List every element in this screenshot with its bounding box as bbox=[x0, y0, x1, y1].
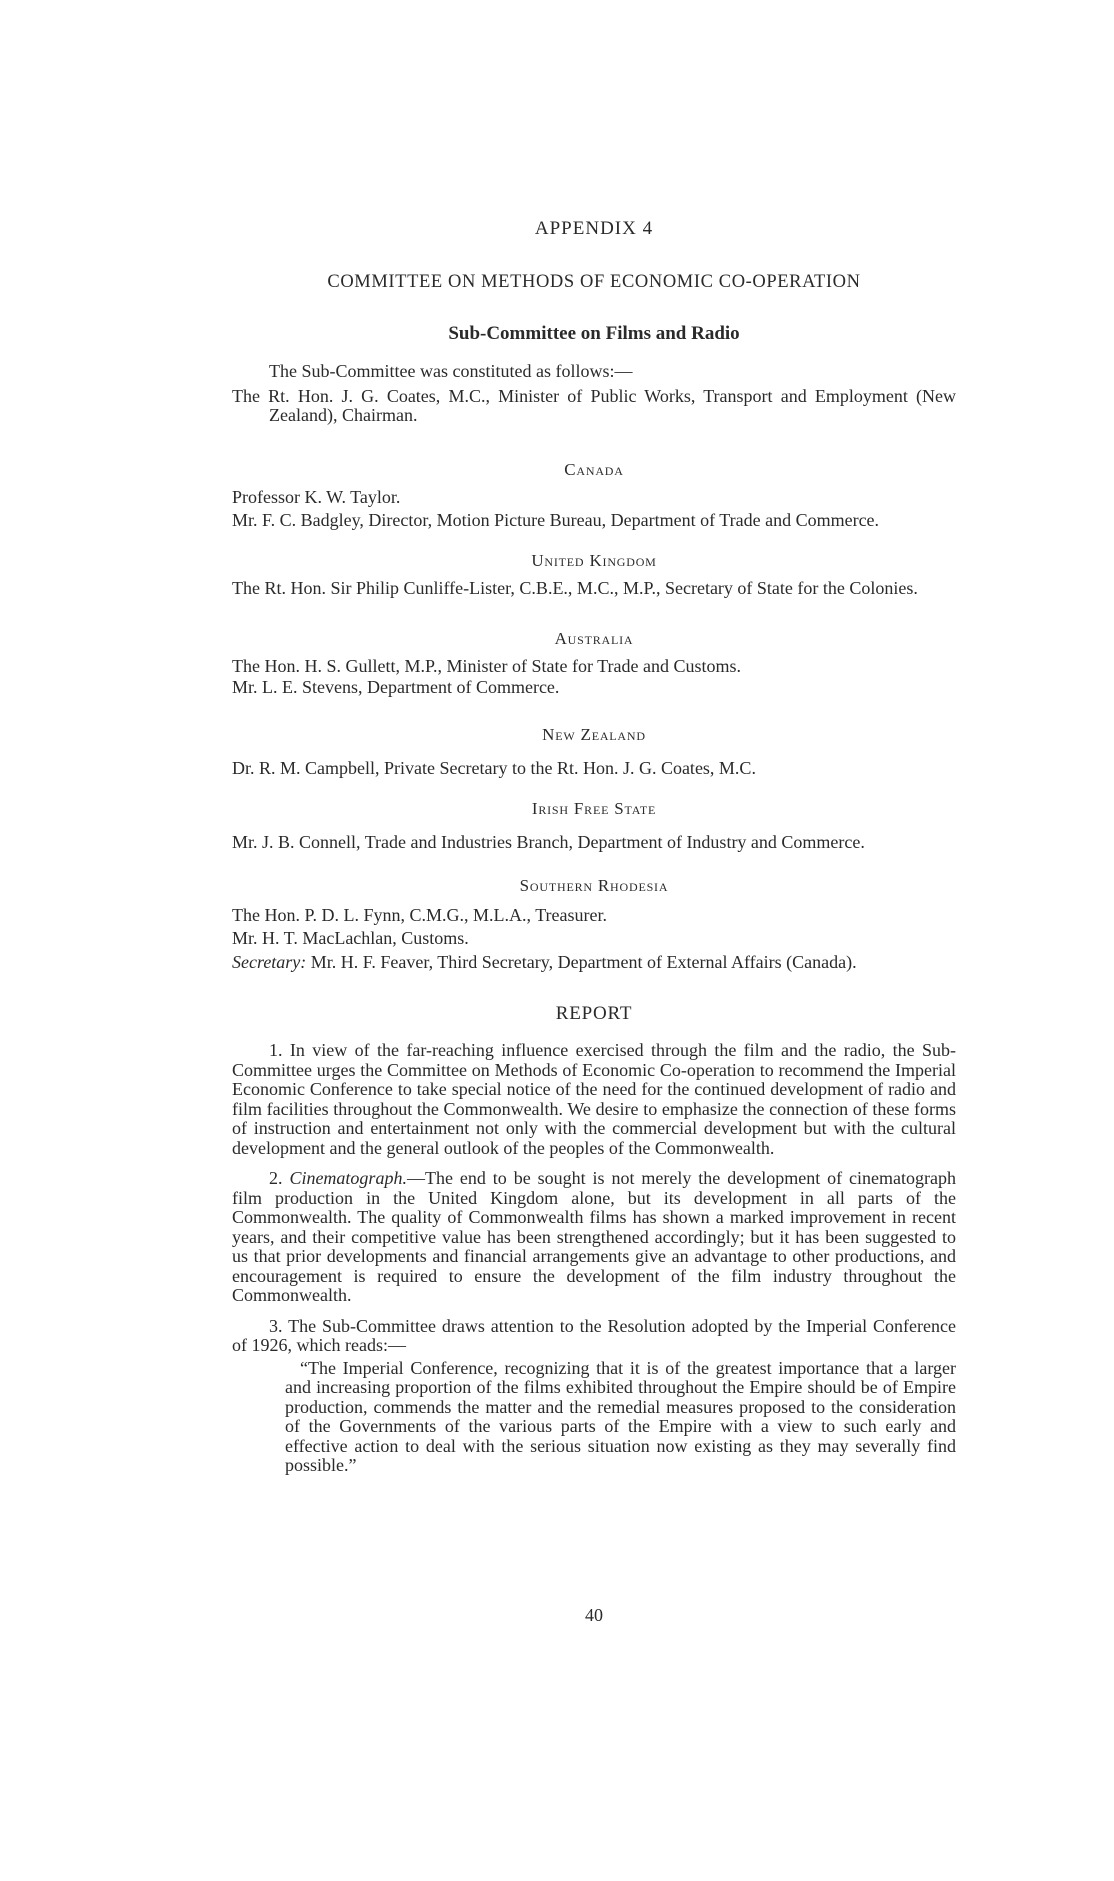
section-heading: Southern Rhodesia bbox=[519, 876, 669, 895]
secretary-label: Secretary: bbox=[232, 952, 307, 972]
member-entry: Mr. L. E. Stevens, Department of Commerce. bbox=[232, 676, 560, 697]
section-southern-rhodesia bbox=[232, 876, 956, 948]
member-entry: The Hon. P. D. L. Fynn, C.M.G., M.L.A., Treasurer. bbox=[232, 905, 608, 925]
para2-text: —The end to be sought is not merely the development of cinematograph film production in the United Kingdom alone, but its development in all parts of the Commonwealth. The quality of Commonwealth films has shown a marked improvement in recent years, and their competitive value has been strengthened accordingly; but it has been suggested to us that prior developments and financial arrangements give an advantage to other productions, and encouragement is required to ensure the development of the film industry throughout the Commonwealth. bbox=[232, 1168, 956, 1305]
para2-label: Cinematograph. bbox=[289, 1168, 407, 1188]
subcommittee-title: Sub-Committee on Films and Radio bbox=[448, 323, 740, 344]
appendix-title: APPENDIX 4 bbox=[534, 218, 654, 239]
secretary-block bbox=[232, 953, 956, 973]
report-paragraph-3: 3. The Sub-Committee draws attention to the Resolution adopted by the Imperial Conference of 1926, which reads:— bbox=[232, 1315, 956, 1355]
secretary-entry bbox=[232, 953, 956, 973]
section-canada bbox=[232, 460, 956, 530]
section-irish-free-state bbox=[232, 799, 956, 853]
section-heading: Irish Free State bbox=[531, 799, 657, 818]
committee-title: COMMITTEE ON METHODS OF ECONOMIC CO-OPERATION bbox=[327, 272, 861, 292]
member-entry: The Hon. H. S. Gullett, M.P., Minister of State for Trade and Customs. bbox=[232, 656, 741, 676]
report-body bbox=[232, 1041, 956, 1476]
member-entry: Mr. J. B. Connell, Trade and Industries Branch, Department of Industry and Commerce. bbox=[232, 832, 865, 852]
member-entry: Dr. R. M. Campbell, Private Secretary to the Rt. Hon. J. G. Coates, M.C. bbox=[232, 758, 756, 778]
member-entry: The Rt. Hon. Sir Philip Cunliffe-Lister, C.B.E., M.C., M.P., Secretary of State for the Colonies. bbox=[232, 578, 918, 598]
para2-number: 2. bbox=[269, 1168, 290, 1188]
section-heading: New Zealand bbox=[542, 725, 646, 744]
member-entry: Mr. H. T. MacLachlan, Customs. bbox=[232, 927, 469, 948]
resolution-quote: “The Imperial Conference, recognizing that it is of the greatest importance that a larger and increasing proportion of the films exhibited throughout the Empire should be of Empire production, commends the matter and the remedial measures proposed to the consideration of the Governments of the various parts of the Empire with a view to such early and effective action to deal with the serious situation now existing as they may severally find possible.” bbox=[285, 1357, 956, 1475]
report-title: REPORT bbox=[555, 1003, 633, 1024]
membership-intro-block bbox=[232, 362, 956, 426]
intro-line: The Sub-Committee was constituted as follows:— bbox=[269, 361, 633, 381]
section-heading: Australia bbox=[554, 629, 634, 648]
section-united-kingdom bbox=[232, 551, 956, 599]
section-new-zealand bbox=[232, 725, 956, 779]
report-paragraph-1: 1. In view of the far-reaching influence exercised through the film and the radio, the Sub-Committee urges the Committee on Methods of Economic Co-operation to recommend the Imperial Economic Conference to take special notice of the need for the continued development of radio and film facilities throughout the Commonwealth. We desire to emphasize the connection of these forms of instruction and entertainment not only with the commercial development but with the cultural development and the general outlook of the peoples of the Commonwealth. bbox=[232, 1040, 956, 1158]
section-heading: Canada bbox=[564, 460, 624, 479]
page-number: 40 bbox=[585, 1605, 603, 1625]
chairman-entry: The Rt. Hon. J. G. Coates, M.C., Minister of Public Works, Transport and Employment (New Zealand), Chairman. bbox=[232, 385, 956, 425]
section-australia bbox=[232, 629, 956, 697]
member-entry: Professor K. W. Taylor. bbox=[232, 487, 401, 507]
member-entry: Mr. F. C. Badgley, Director, Motion Picture Bureau, Department of Trade and Commerce. bbox=[232, 509, 880, 530]
report-paragraph-2 bbox=[232, 1169, 956, 1306]
secretary-text: Mr. H. F. Feaver, Third Secretary, Department of External Affairs (Canada). bbox=[306, 952, 857, 972]
section-heading: United Kingdom bbox=[531, 551, 657, 570]
